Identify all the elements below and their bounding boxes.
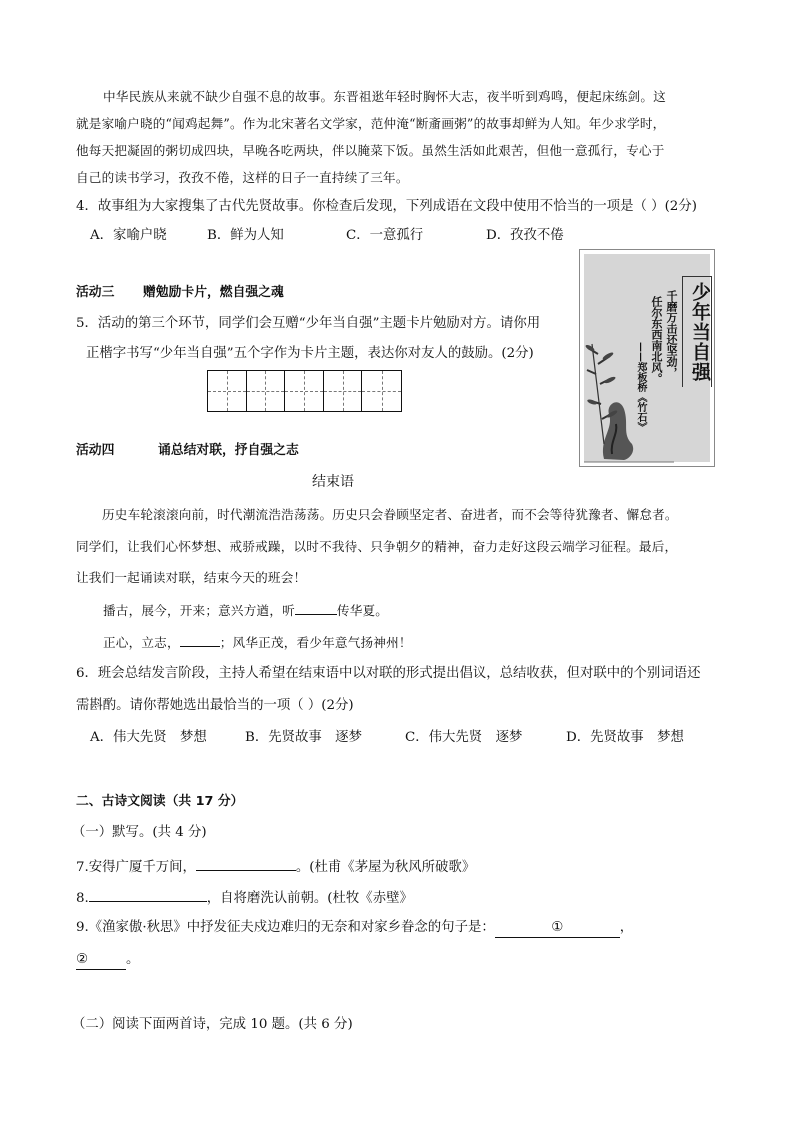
grid-cell[interactable]: [285, 371, 324, 411]
passage-line: 中华民族从来就不缺少自强不息的故事。东晋祖逖年轻时胸怀大志，夜半听到鸡鸣，便起床练剑。这: [103, 89, 666, 104]
q4-option-b: B．鲜为人知: [207, 228, 284, 243]
q4-option-d: D．孜孜不倦: [486, 228, 564, 243]
q6-option-c: C．伟大先贤 逐梦: [405, 730, 523, 745]
q6-option-a: A．伟大先贤 梦想: [90, 730, 207, 745]
activity-4-title: 诵总结对联，抒自强之志: [158, 443, 299, 458]
q9-text: 9.《渔家傲·秋思》中抒发征夫戍边难归的无奈和对家乡眷念的句子是：: [76, 920, 495, 935]
question-4-stem: 4．故事组为大家搜集了古代先贤故事。你检查后发现，下列成语在文段中使用不恰当的一项是（ ）(2分): [76, 199, 697, 214]
q7-text: 7.安得广厦千万间，: [76, 860, 196, 875]
question-9-line-2: [76, 951, 139, 970]
q6-option-d: D．先贤故事 梦想: [566, 730, 684, 745]
grid-cell[interactable]: [324, 371, 363, 411]
passage-line: 自己的读书学习，孜孜不倦，这样的日子一直持续了三年。: [76, 170, 409, 185]
q8-text: ，自将磨洗认前朝。(杜牧《赤壁》: [206, 891, 413, 906]
card-poem-line: 千磨万击还坚劲，: [665, 290, 678, 378]
closing-line: 让我们一起诵读对联，结束今天的班会！: [76, 570, 307, 585]
activity-4-label: 活动四: [76, 443, 115, 458]
couplet-text: 正心，立志，: [103, 635, 180, 650]
closing-line: 同学们，让我们心怀梦想、戒骄戒躁，以时不我待、只争朝夕的精神，奋力走好这段云端学习征程。最后，: [76, 539, 678, 554]
couplet-text: 播古，展今，开来；意兴方遒，听: [103, 603, 295, 618]
q7-text: 。(杜甫《茅屋为秋风所破歌》: [295, 860, 476, 875]
activity-3-title: 赠勉励卡片，燃自强之魂: [143, 285, 284, 300]
passage-line: 就是家喻户晓的“闻鸡起舞”。作为北宋著名文学家，范仲淹“断齑画粥”的故事却鲜为人知。年少求学时，: [76, 116, 666, 131]
q9-blank-1[interactable]: ①: [495, 919, 620, 938]
couplet-text: 传华夏。: [336, 603, 389, 618]
question-6-line: 6．班会总结发言阶段，主持人希望在结束语中以对联的形式提出倡议，总结收获，但对联中的个别词语还: [76, 666, 701, 681]
q9-end: 。: [126, 952, 140, 967]
question-8: [76, 887, 413, 908]
section-2-title: 二、古诗文阅读（共 17 分）: [76, 794, 244, 809]
q8-blank[interactable]: [89, 887, 207, 902]
q4-option-c: C．一意孤行: [346, 228, 424, 243]
activity-3-label: 活动三: [76, 285, 115, 300]
grid-cell[interactable]: [362, 371, 401, 411]
couplet-line-1: [103, 600, 388, 620]
grid-cell[interactable]: [208, 371, 247, 411]
passage-line: 他每天把凝固的粥切成四块，早晚各吃两块，伴以腌菜下饭。虽然生活如此艰苦，但他一意孤行，专心于: [76, 143, 665, 158]
section-2-part-1: （一）默写。(共 4 分): [72, 825, 207, 840]
q9-blank-2[interactable]: ②: [76, 951, 126, 970]
q9-comma: ，: [619, 920, 634, 935]
couplet-blank[interactable]: [295, 600, 337, 615]
card-background: [584, 254, 710, 462]
card-poem-line: 任尔东西南北风。: [650, 296, 663, 384]
couplet-text: ；风华正茂，看少年意气扬神州！: [219, 635, 412, 650]
closing-heading: 结束语: [312, 474, 354, 490]
closing-line: 历史车轮滚滚向前，时代潮流浩浩荡荡。历史只会眷顾坚定者、奋进者，而不会等待犹豫者、懈怠者。: [102, 507, 678, 522]
couplet-blank[interactable]: [180, 632, 220, 647]
section-2-part-2: （二）阅读下面两首诗，完成 10 题。(共 6 分): [72, 1017, 353, 1032]
bamboo-rock-illustration: [584, 334, 674, 464]
card-author: ——郑板桥《竹石》: [635, 342, 646, 432]
writing-grid[interactable]: [207, 370, 402, 412]
card-title: 少年当自强: [689, 282, 711, 382]
motto-card-image: [579, 249, 715, 467]
grid-cell[interactable]: [247, 371, 286, 411]
question-6-line: 需斟酌。请你帮她选出最恰当的一项（ ）(2分): [76, 698, 354, 713]
q7-blank[interactable]: [196, 856, 296, 871]
couplet-line-2: [103, 632, 412, 652]
q4-option-a: A．家喻户晓: [90, 228, 167, 243]
q8-text: 8.: [76, 891, 89, 906]
question-7: [76, 856, 475, 877]
question-9-line-1: [76, 919, 633, 938]
question-5-line: 5．活动的第三个环节，同学们会互赠“少年当自强”主题卡片勉励对方。请你用: [76, 316, 541, 331]
q6-option-b: B．先贤故事 逐梦: [245, 730, 362, 745]
question-5-line: 正楷字书写“少年当自强”五个字作为卡片主题，表达你对友人的鼓励。(2分): [86, 346, 534, 361]
